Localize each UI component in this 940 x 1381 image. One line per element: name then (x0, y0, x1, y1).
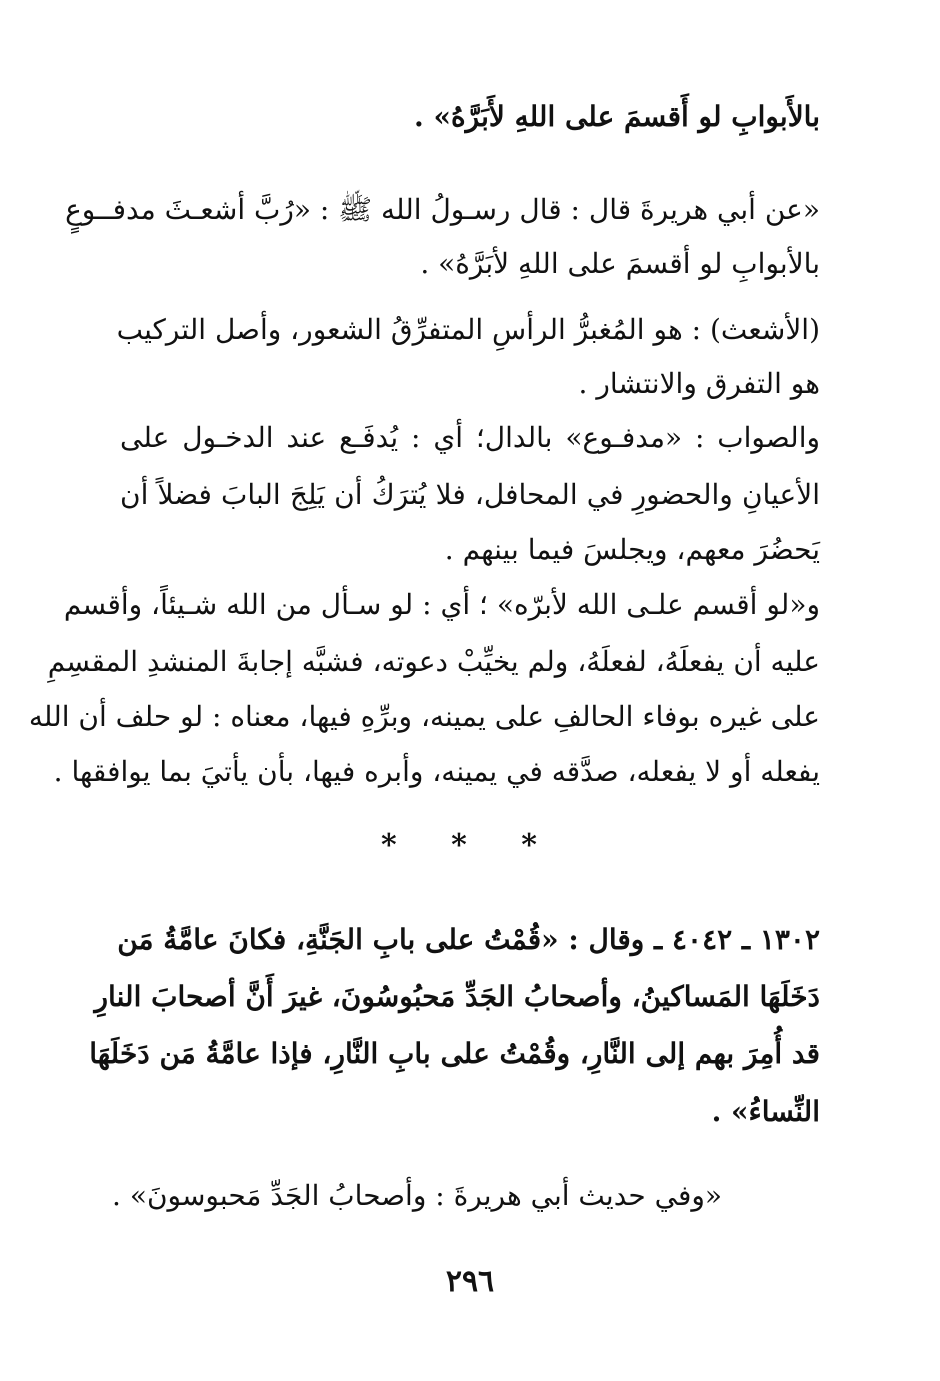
text-line: هو التفرق والانتشار . (578, 367, 820, 400)
text-line: و«لو أقسم علـى الله لأبرّه» ؛ أي : لو سـأل من الله شـيئاً، وأقسم (63, 588, 820, 621)
text-line: «وفي حديث أبي هريرةَ : وأصحابُ الجَدِّ مَحبوسونَ» . (112, 1179, 722, 1212)
text-line: على غيره بوفاء الحالفِ على يمينه، وبرِّهِ فيها، معناه : لو حلف أن الله (28, 700, 820, 733)
text-line: بالأَبوابِ لو أَقسمَ على اللهِ لأَبَرَّهُ» . (414, 100, 820, 133)
text-line: الأعيانِ والحضورِ في المحافل، فلا يُترَكُ أن يَلِجَ البابَ فضلاً أن (120, 478, 820, 511)
text-line: قد أُمِرَ بهم إلى النَّارِ، وقُمْتُ على بابِ النَّارِ، فإذا عامَّةُ مَن دَخَلَهَا (89, 1037, 820, 1070)
text-line: ١٣٠٢ ـ ٤٠٤٢ ـ وقال : «قُمْتُ على بابِ الجَنَّةِ، فكانَ عامَّةُ مَن (117, 923, 820, 956)
text-line: بالأبوابِ لو أقسمَ على اللهِ لأبَرَّهُ» . (420, 247, 820, 280)
section-separator: * * * (381, 828, 559, 863)
text-line: يفعله أو لا يفعله، صدَّقه في يمينه، وأبره فيها، بأن يأتيَ بما يوافقها . (53, 755, 820, 788)
text-line: يَحضُرَ معهم، ويجلسَ فيما بينهم . (444, 533, 820, 566)
text-line: (الأشعث) : هو المُغبرُّ الرأسِ المتفرِّقُ الشعور، وأصل التركيب (116, 313, 820, 346)
text-line: النِّساءُ» . (711, 1095, 820, 1128)
text-line: دَخَلَهَا المَساكينُ، وأصحابُ الجَدِّ مَحبُوسُونَ، غيرَ أَنَّ أصحابَ النارِ (94, 980, 820, 1013)
text-line: والصواب : «مدفـوع» بالدال؛ أي : يُدفَـع عند الدخـول على (120, 421, 820, 454)
text-line: عليه أن يفعلَهُ، لفعلَهُ، ولم يخيِّبْ دعوته، فشبَّه إجابةَ المنشدِ المقسِمِ (47, 645, 820, 678)
page-number: ٢٩٦ (445, 1264, 495, 1299)
text-line: «عن أبي هريرةَ قال : قال رسـولُ الله ﷺ : «رُبَّ أشعـثَ مدفــوعٍ (65, 193, 820, 226)
